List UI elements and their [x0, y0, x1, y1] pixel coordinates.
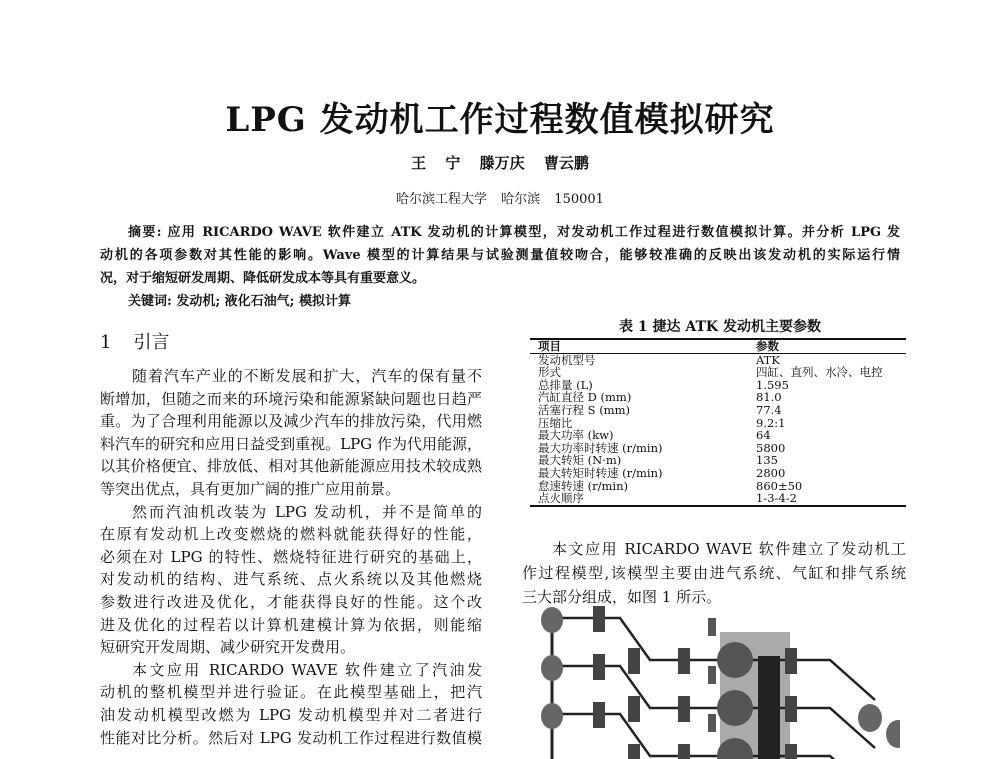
- table-header: 项目: [538, 339, 561, 353]
- body-text-line: 三大部分组成，如图 1 所示。: [522, 588, 722, 606]
- abstract-line: 摘要: 应用 RICARDO WAVE 软件建立 ATK 发动机的计算模型，对发动机工作过程进行数值模拟计算。并分析 LPG 发: [128, 225, 900, 240]
- junction-node: [541, 607, 563, 633]
- body-text-line: 动机的整机模型并进行验证。在此模型基础上，把汽: [100, 683, 482, 702]
- table-caption: 表 1 捷达 ATK 发动机主要参数: [619, 319, 821, 335]
- body-text-line: 重。为了合理利用能源以及减少汽车的排放污染，代用燃: [100, 412, 482, 431]
- table-row: [530, 429, 906, 442]
- pipe-element: [628, 696, 640, 722]
- param-value: ATK: [756, 352, 780, 367]
- injector: [708, 666, 716, 684]
- param-value: 2800: [756, 465, 786, 480]
- pipe-element: [593, 702, 605, 728]
- body-text-line: 以其价格便宜、排放低、相对其他新能源应用技术较成熟: [100, 457, 482, 476]
- param-name: 最大转矩 (N·m): [538, 453, 622, 468]
- param-name: 形式: [538, 365, 561, 380]
- table-header-row: [530, 340, 906, 354]
- pipe-element: [678, 744, 690, 759]
- pipe-element: [628, 648, 640, 674]
- body-text-line: 在原有发动机上改变燃烧的燃料就能获得好的性能，: [100, 525, 482, 544]
- engine-model-diagram: [530, 606, 900, 759]
- junction-node: [886, 720, 900, 748]
- param-name: 活塞行程 S (mm): [538, 402, 630, 417]
- pipe-element: [628, 744, 640, 759]
- body-text-line: 必须在对 LPG 的特性、燃烧特征进行研究的基础上，: [100, 547, 482, 566]
- param-name: 最大功率 (kw): [538, 428, 614, 443]
- body-text-line: 随着汽车产业的不断发展和扩大，汽车的保有量不: [132, 367, 482, 385]
- param-value: 860±50: [756, 478, 803, 493]
- body-text-line: 本文应用 RICARDO WAVE 软件建立了汽油发: [132, 660, 482, 679]
- param-name: 汽缸直径 D (mm): [538, 390, 632, 405]
- authors: 王 宁 滕万庆 曹云鹏: [411, 154, 589, 172]
- section-title: 引言: [133, 332, 170, 353]
- affiliation: 哈尔滨工程大学 哈尔滨 150001: [396, 192, 604, 207]
- param-value: 5800: [756, 440, 786, 455]
- param-name: 最大转矩时转速 (r/min): [538, 465, 663, 480]
- body-text-line: 等突出优点，具有更加广阔的推广应用前景。: [100, 480, 401, 498]
- table-row: [530, 404, 906, 417]
- pipe-element: [785, 648, 797, 674]
- param-name: 最大功率时转速 (r/min): [538, 440, 663, 455]
- section-number: 1: [100, 332, 112, 353]
- body-text-line: 本文应用 RICARDO WAVE 软件建立了发动机工: [552, 540, 906, 558]
- param-name: 压缩比: [538, 415, 573, 430]
- cylinder: [717, 642, 753, 678]
- pipe-element: [678, 696, 690, 722]
- pipe-element: [785, 744, 797, 759]
- parameters-table: [530, 338, 906, 507]
- body-text-line: 进及优化的过程若以计算机建模计算为依据，则能缩: [100, 615, 482, 634]
- junction-node: [541, 703, 563, 729]
- table-row: [530, 467, 906, 480]
- junction-node: [541, 655, 563, 681]
- body-text-line: 短研究开发周期、减少研究开发费用。: [100, 638, 356, 657]
- keywords: 关键词: 发动机; 液化石油气; 模拟计算: [128, 294, 351, 309]
- body-text-line: 参数进行改进及优化，才能获得良好的性能。这个改: [100, 593, 482, 611]
- paper-title: LPG 发动机工作过程数值模拟研究: [225, 100, 775, 140]
- body-text-line: 作过程模型,该模型主要由进气系统、气缸和排气系统: [522, 564, 906, 582]
- body-text-line: 料汽车的研究和应用日益受到重视。LPG 作为代用能源，: [100, 434, 482, 453]
- pipe-element: [785, 696, 797, 722]
- abstract-line: 况，对于缩短研发周期、降低研发成本等具有重要意义。: [100, 271, 426, 286]
- param-value: 77.4: [756, 402, 782, 417]
- param-name: 总排量 (L): [538, 377, 593, 392]
- injector: [708, 618, 716, 636]
- table-row: [530, 492, 906, 505]
- param-value: 1.595: [756, 377, 789, 392]
- table-row: [530, 480, 906, 493]
- pipe-element: [593, 654, 605, 680]
- param-value: 64: [756, 428, 771, 443]
- junction-node: [858, 704, 882, 732]
- table-row: [530, 366, 906, 379]
- body-text-line: 性能对比分析。然后对 LPG 发动机工作过程进行数值模: [100, 728, 482, 747]
- body-text-line: 然而汽油机改装为 LPG 发动机，并不是简单的: [132, 502, 482, 521]
- abstract-line: 动机的各项参数对其性能的影响。Wave 模型的计算结果与试验测量值较吻合，能够较准确的反映出该发动机的实际运行情: [100, 248, 900, 263]
- cylinder: [717, 690, 753, 726]
- body-text-line: 油发动机模型改燃为 LPG 发动机模型并对二者进行: [100, 706, 482, 724]
- param-value: 1-3-4-2: [756, 491, 797, 506]
- body-text-line: 断增加，但随之而来的环境污染和能源紧缺问题也日趋严: [100, 389, 482, 408]
- param-name: 怠速转速 (r/min): [538, 478, 628, 493]
- param-value: 四缸、直列、水冷、电控: [756, 365, 883, 380]
- section-heading: [100, 328, 169, 354]
- pipe-element: [593, 606, 605, 632]
- table-header: 参数: [756, 339, 779, 353]
- param-value: 135: [756, 453, 778, 468]
- param-value: 81.0: [756, 390, 782, 405]
- param-value: 9.2:1: [756, 415, 786, 430]
- injector: [708, 714, 716, 732]
- body-text-line: 对发动机的结构、进气系统、点火系统以及其他燃烧: [100, 570, 482, 589]
- pipe-element: [678, 648, 690, 674]
- param-name: 点火顺序: [538, 491, 584, 506]
- param-name: 发动机型号: [538, 352, 596, 367]
